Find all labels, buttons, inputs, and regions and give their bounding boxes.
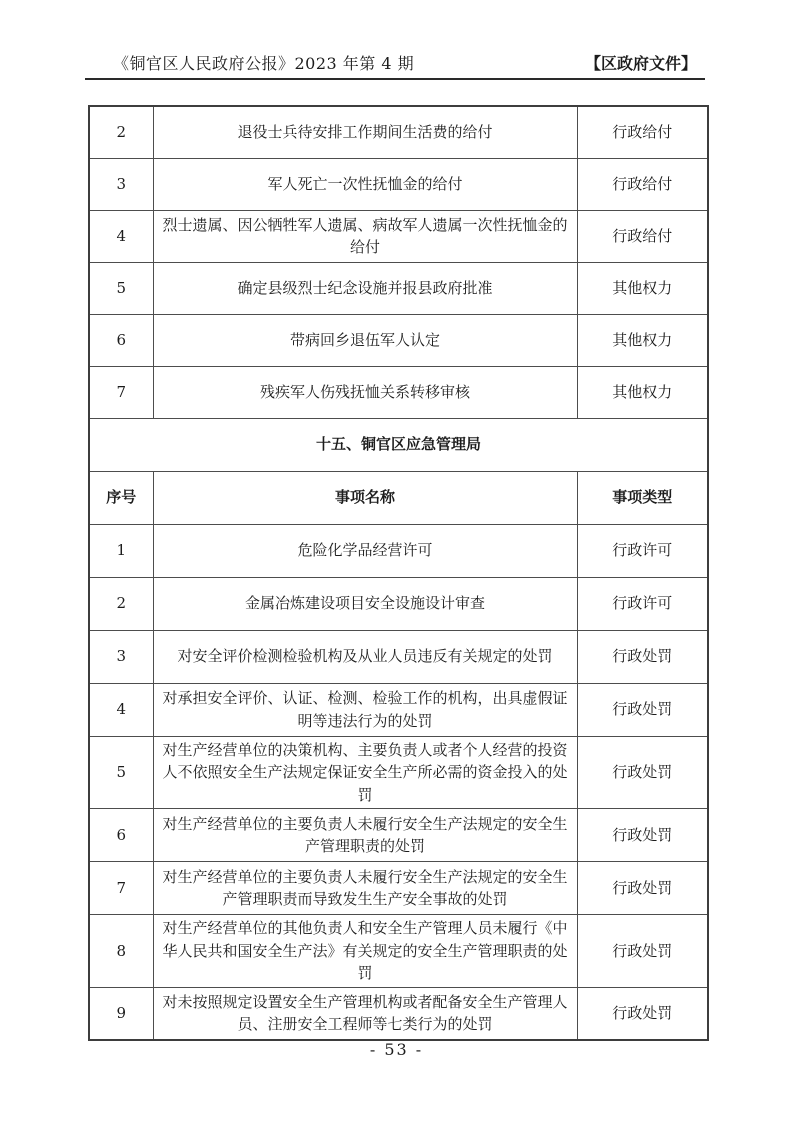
item-name: 对生产经营单位的主要负责人未履行安全生产法规定的安全生产管理职责的处罚 (153, 809, 577, 862)
table-row (89, 210, 708, 262)
item-type: 行政给付 (577, 158, 708, 210)
item-type: 行政处罚 (577, 987, 708, 1040)
row-number: 6 (89, 809, 153, 862)
table-row (89, 683, 708, 736)
item-type: 行政给付 (577, 106, 708, 158)
table-row (89, 630, 708, 683)
item-type: 行政许可 (577, 577, 708, 630)
item-name: 危险化学品经营许可 (153, 524, 577, 577)
row-number: 4 (89, 210, 153, 262)
table-row (89, 524, 708, 577)
item-name: 退役士兵待安排工作期间生活费的给付 (153, 106, 577, 158)
item-name: 残疾军人伤残抚恤关系转移审核 (153, 366, 577, 418)
item-name: 烈士遗属、因公牺牲军人遗属、病故军人遗属一次性抚恤金的给付 (153, 210, 577, 262)
table-row (89, 106, 708, 158)
item-name: 确定县级烈士纪念设施并报县政府批准 (153, 262, 577, 314)
table-row (89, 987, 708, 1040)
item-type: 其他权力 (577, 262, 708, 314)
table-body-section (89, 524, 708, 1040)
row-number: 4 (89, 683, 153, 736)
item-type: 行政处罚 (577, 630, 708, 683)
column-header-row (89, 471, 708, 524)
column-header-no: 序号 (89, 471, 153, 524)
item-type: 行政处罚 (577, 915, 708, 988)
row-number: 5 (89, 736, 153, 809)
item-type: 行政处罚 (577, 736, 708, 809)
authority-items-table (88, 105, 709, 1041)
item-name: 金属冶炼建设项目安全设施设计审查 (153, 577, 577, 630)
item-name: 带病回乡退伍军人认定 (153, 314, 577, 366)
item-name: 对生产经营单位的主要负责人未履行安全生产法规定的安全生产管理职责而导致发生生产安全事故的处罚 (153, 862, 577, 915)
item-type: 行政处罚 (577, 862, 708, 915)
header-rule (85, 78, 705, 80)
table-body-continued (89, 106, 708, 418)
row-number: 7 (89, 366, 153, 418)
table-row (89, 158, 708, 210)
item-type: 行政处罚 (577, 809, 708, 862)
gazette-title: 《铜官区人民政府公报》2023 年第 4 期 (113, 54, 415, 73)
table-row (89, 915, 708, 988)
item-type: 其他权力 (577, 314, 708, 366)
row-number: 7 (89, 862, 153, 915)
row-number: 6 (89, 314, 153, 366)
item-type: 行政处罚 (577, 683, 708, 736)
table-row (89, 366, 708, 418)
row-number: 9 (89, 987, 153, 1040)
section-title-row (89, 418, 708, 471)
column-header-name: 事项名称 (153, 471, 577, 524)
item-type: 行政许可 (577, 524, 708, 577)
item-type: 行政给付 (577, 210, 708, 262)
table-row (89, 862, 708, 915)
page-number: - 53 - (369, 1040, 424, 1059)
item-name: 对生产经营单位的其他负责人和安全生产管理人员未履行《中华人民共和国安全生产法》有关规定的安全生产管理职责的处罚 (153, 915, 577, 988)
row-number: 1 (89, 524, 153, 577)
table-row (89, 736, 708, 809)
row-number: 2 (89, 106, 153, 158)
item-name: 对生产经营单位的决策机构、主要负责人或者个人经营的投资人不依照安全生产法规定保证安全生产所必需的资金投入的处罚 (153, 736, 577, 809)
row-number: 8 (89, 915, 153, 988)
row-number: 2 (89, 577, 153, 630)
table-row (89, 577, 708, 630)
row-number: 3 (89, 158, 153, 210)
item-name: 对承担安全评价、认证、检测、检验工作的机构，出具虚假证明等违法行为的处罚 (153, 683, 577, 736)
row-number: 3 (89, 630, 153, 683)
table-row (89, 809, 708, 862)
table-body-section-header (89, 418, 708, 524)
row-number: 5 (89, 262, 153, 314)
table-row (89, 314, 708, 366)
table-row (89, 262, 708, 314)
item-name: 对安全评价检测检验机构及从业人员违反有关规定的处罚 (153, 630, 577, 683)
section-title: 十五、铜官区应急管理局 (89, 418, 708, 471)
item-name: 军人死亡一次性抚恤金的给付 (153, 158, 577, 210)
page-header (113, 51, 697, 74)
column-header-type: 事项类型 (577, 471, 708, 524)
document-category-label: 【区政府文件】 (584, 54, 697, 73)
item-type: 其他权力 (577, 366, 708, 418)
item-name: 对未按照规定设置安全生产管理机构或者配备安全生产管理人员、注册安全工程师等七类行为的处罚 (153, 987, 577, 1040)
